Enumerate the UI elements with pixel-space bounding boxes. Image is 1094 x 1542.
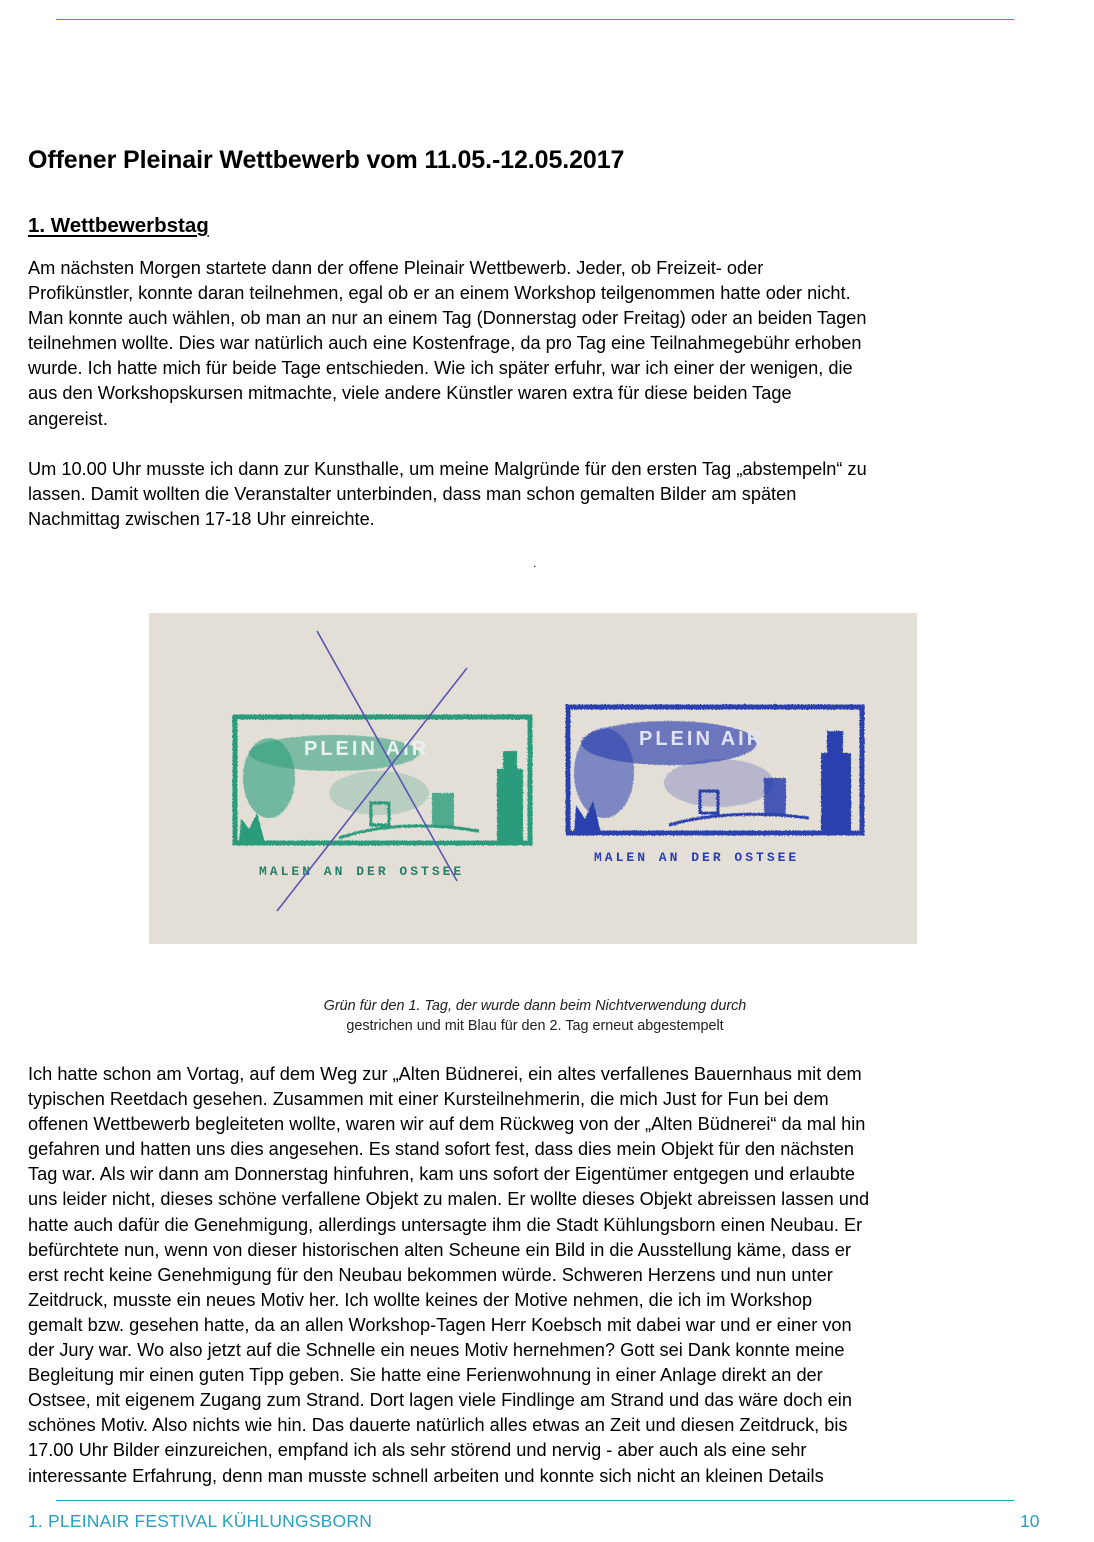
- section-heading: 1. Wettbewerbstag: [28, 214, 209, 237]
- text-line: interessante Erfahrung, denn man musste schnell arbeiten und konnte sich nicht an kleinen Details: [28, 1465, 824, 1486]
- text-line: typischen Reetdach gesehen. Zusammen mit einer Kursteilnehmerin, die mich Just for Fun bei dem: [28, 1089, 829, 1110]
- text-line: Ich hatte schon am Vortag, auf dem Weg zur „Alten Büdnerei, ein altes verfallenes Bauernhaus mit dem: [28, 1064, 862, 1084]
- stamp-photo: [149, 613, 917, 944]
- stamp-illustration: [149, 613, 917, 944]
- text-line: schönes Motiv. Also nichts wie hin. Das dauerte natürlich alles etwas an Zeit und diesen Zeitdruck, bis: [28, 1415, 848, 1436]
- paragraph-2: [28, 457, 1068, 532]
- text-line: angereist.: [28, 408, 108, 429]
- paragraph-1: [28, 256, 1068, 432]
- text-line: Zeitdruck, musste ein neues Motiv her. Ich wollte keines der Motive nehmen, die ich im Workshop: [28, 1289, 813, 1310]
- text-line: Um 10.00 Uhr musste ich dann zur Kunsthalle, um meine Malgründe für den ersten Tag „abstempeln“ zu: [28, 459, 867, 479]
- text-line: gemalt bzw. gesehen hatte, da an allen Workshop-Tagen Herr Koebsch mit dabei war und er einer von: [28, 1314, 852, 1335]
- page-title: Offener Pleinair Wettbewerb vom 11.05.-12.05.2017: [28, 146, 625, 174]
- caption-line: gestrichen und mit Blau für den 2. Tag erneut abgestempelt: [346, 1018, 724, 1034]
- caption-line: Grün für den 1. Tag, der wurde dann beim Nichtverwendung durch: [323, 998, 747, 1014]
- footer-title: 1. PLEINAIR FESTIVAL KÜHLUNGSBORN: [28, 1511, 373, 1531]
- text-line: Nachmittag zwischen 17-18 Uhr einreichte.: [28, 509, 375, 530]
- text-line: Man konnte auch wählen, ob man an nur an einem Tag (Donnerstag oder Freitag) oder an beiden Tagen: [28, 308, 867, 329]
- text-line: aus den Workshopskursen mitmachte, viele andere Künstler waren extra für diese beiden Tage: [28, 383, 792, 404]
- text-line: Ostsee, mit eigenem Zugang zum Strand. Dort lagen viele Findlinge am Strand und das wäre doch ein: [28, 1390, 852, 1411]
- blue-stamp-title: PLEIN AIR: [639, 728, 765, 750]
- green-stamp-footer: MALEN AN DER OSTSEE: [259, 864, 465, 879]
- text-line: hatte auch dafür die Genehmigung, allerdings untersagte ihm die Stadt Kühlungsborn einen Neubau. Er: [28, 1214, 863, 1235]
- green-stamp-title: PLEIN AIR: [304, 738, 430, 760]
- text-line: uns leider nicht, dieses schöne verfallene Objekt zu malen. Er wollte dieses Objekt abreissen lassen und: [28, 1189, 870, 1210]
- text-line: befürchtete nun, wenn von dieser historischen alten Scheune ein Bild in die Ausstellung käme, dass er: [28, 1239, 851, 1260]
- header-rule: [56, 19, 1014, 20]
- text-line: erst recht keine Genehmigung für den Neubau bekommen würde. Schweren Herzens und nun unter: [28, 1264, 833, 1285]
- text-line: der Jury war. Wo also jetzt auf die Schnelle ein neues Motiv hernehmen? Gott sei Dank konnte meine: [28, 1340, 845, 1361]
- text-line: Tag war. Als wir dann am Donnerstag hinfuhren, kam uns sofort der Eigentümer entgegen und erlaubte: [28, 1164, 856, 1185]
- text-line: offenen Wettbewerb begleiteten wollte, waren wir auf dem Rückweg von der „Alten Büdnerei“ da mal hin: [28, 1114, 866, 1135]
- text-line: wurde. Ich hatte mich für beide Tage entschieden. Wie ich später erfuhr, war ich einer der wenigen, die: [28, 358, 853, 379]
- separator-dot: .: [533, 556, 537, 570]
- paragraph-3: [28, 1062, 1068, 1489]
- text-line: 17.00 Uhr Bilder einzureichen, empfand ich als sehr störend und nervig - aber auch als eine sehr: [28, 1440, 807, 1461]
- text-line: Profikünstler, konnte daran teilnehmen, egal ob er an einem Workshop teilgenommen hatte oder nicht.: [28, 283, 851, 304]
- text-line: Begleitung mir einen guten Tipp geben. Sie hatte eine Ferienwohnung in einer Anlage direkt an der: [28, 1365, 823, 1386]
- page-number: 10: [1020, 1511, 1040, 1531]
- blue-stamp-footer: MALEN AN DER OSTSEE: [594, 850, 800, 865]
- text-line: teilnehmen wollte. Dies war natürlich auch eine Kostenfrage, da pro Tag eine Teilnahmegebühr erhoben: [28, 333, 862, 354]
- text-line: lassen. Damit wollten die Veranstalter unterbinden, dass man schon gemalten Bilder am späten: [28, 484, 797, 505]
- text-line: gefahren und hatten uns dies angesehen. Es stand sofort fest, dass dies mein Objekt für den nächsten: [28, 1139, 855, 1160]
- footer-rule: [56, 1500, 1014, 1501]
- figure-caption: [150, 996, 920, 1036]
- text-line: Am nächsten Morgen startete dann der offene Pleinair Wettbewerb. Jeder, ob Freizeit- oder: [28, 258, 764, 278]
